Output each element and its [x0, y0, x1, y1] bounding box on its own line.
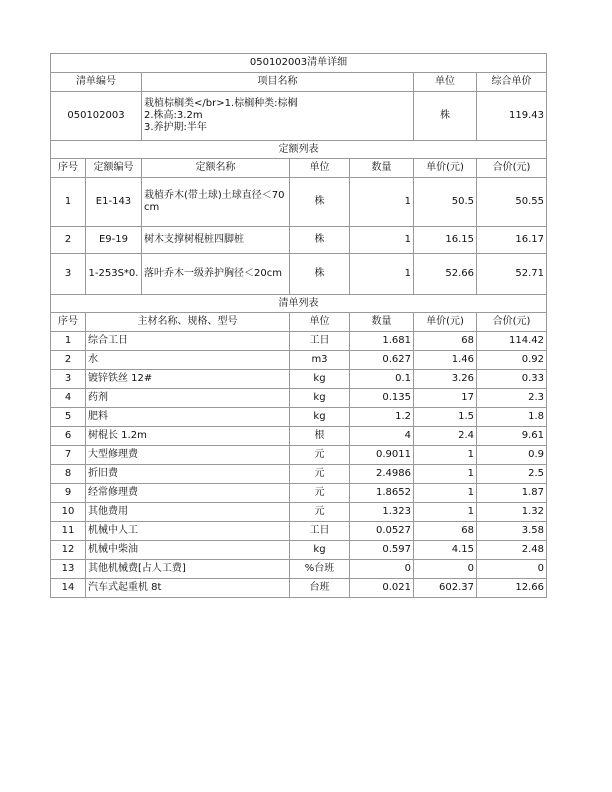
material-name: 大型修理费: [86, 446, 290, 465]
material-name-header: 主材名称、规格、型号: [86, 313, 290, 332]
quota-unit-price-header: 单价(元): [414, 159, 477, 178]
quota-unit-price: 16.15: [414, 227, 477, 254]
material-unit-price: 602.37: [414, 579, 477, 598]
material-name: 肥料: [86, 408, 290, 427]
quota-seq: 2: [51, 227, 86, 254]
quota-code: E1-143: [86, 178, 142, 227]
material-section-title: 清单列表: [51, 295, 547, 313]
quota-code: E9-19: [86, 227, 142, 254]
quota-row: [51, 227, 547, 254]
quota-row: [51, 254, 547, 295]
table-title: 050102003清单详细: [51, 54, 547, 73]
material-unit: 根: [290, 427, 350, 446]
material-row: [51, 465, 547, 484]
material-qty: 0.9011: [350, 446, 414, 465]
material-row: [51, 503, 547, 522]
material-total: 2.3: [477, 389, 547, 408]
material-unit: 工日: [290, 522, 350, 541]
quota-seq-header: 序号: [51, 159, 86, 178]
material-seq-header: 序号: [51, 313, 86, 332]
quota-unit-header: 单位: [290, 159, 350, 178]
material-row: [51, 484, 547, 503]
material-total: 0.92: [477, 351, 547, 370]
material-total: 3.58: [477, 522, 547, 541]
material-total: 9.61: [477, 427, 547, 446]
material-total: 1.32: [477, 503, 547, 522]
material-unit-price: 68: [414, 332, 477, 351]
material-qty: 0.021: [350, 579, 414, 598]
material-seq: 14: [51, 579, 86, 598]
quota-unit: 株: [290, 254, 350, 295]
quota-code: 1-253S*0.: [86, 254, 142, 295]
material-unit-header: 单位: [290, 313, 350, 332]
quota-total: 52.71: [477, 254, 547, 295]
bill-name-line: 2.株高:3.2m: [144, 110, 203, 121]
quota-name: 栽植乔木(带土球)土球直径＜70cm: [142, 178, 290, 227]
quota-name: 落叶乔木一级养护胸径＜20cm: [142, 254, 290, 295]
material-name: 折旧费: [86, 465, 290, 484]
bill-name: [142, 92, 414, 141]
quota-seq: 3: [51, 254, 86, 295]
material-total: 2.48: [477, 541, 547, 560]
material-qty: 1.2: [350, 408, 414, 427]
material-row: [51, 370, 547, 389]
material-qty: 0.0527: [350, 522, 414, 541]
bill-name-header: 项目名称: [142, 73, 414, 92]
quota-qty: 1: [350, 254, 414, 295]
material-seq: 2: [51, 351, 86, 370]
quota-qty: 1: [350, 178, 414, 227]
material-row: [51, 446, 547, 465]
material-qty: 0.597: [350, 541, 414, 560]
material-unit-price: 0: [414, 560, 477, 579]
quota-section-title: 定额列表: [51, 141, 547, 159]
material-row: [51, 560, 547, 579]
quota-code-header: 定额编号: [86, 159, 142, 178]
material-unit-price: 1: [414, 465, 477, 484]
bill-detail-table: [50, 53, 547, 598]
quota-total: 50.55: [477, 178, 547, 227]
material-qty: 0.135: [350, 389, 414, 408]
bill-name-line: 栽植棕榈类</br>1.棕榈种类:棕榈: [144, 98, 298, 109]
material-seq: 7: [51, 446, 86, 465]
material-unit: 元: [290, 446, 350, 465]
material-total: 1.87: [477, 484, 547, 503]
material-name: 其他机械费[占人工费]: [86, 560, 290, 579]
material-seq: 9: [51, 484, 86, 503]
material-name: 机械中柴油: [86, 541, 290, 560]
material-unit-price: 1.5: [414, 408, 477, 427]
material-total: 2.5: [477, 465, 547, 484]
bill-name-line: 3.养护期:半年: [144, 122, 207, 133]
material-unit-price: 1: [414, 446, 477, 465]
bill-unit-header: 单位: [414, 73, 477, 92]
material-unit-price: 2.4: [414, 427, 477, 446]
material-total: 0: [477, 560, 547, 579]
material-seq: 1: [51, 332, 86, 351]
quota-qty-header: 数量: [350, 159, 414, 178]
bill-code: 050102003: [51, 92, 142, 141]
material-qty: 1.681: [350, 332, 414, 351]
material-seq: 6: [51, 427, 86, 446]
material-unit: 元: [290, 465, 350, 484]
material-qty: 0: [350, 560, 414, 579]
material-unit: 台班: [290, 579, 350, 598]
material-seq: 8: [51, 465, 86, 484]
material-total-header: 合价(元): [477, 313, 547, 332]
material-unit: m3: [290, 351, 350, 370]
bill-unit: 株: [414, 92, 477, 141]
material-unit-price: 4.15: [414, 541, 477, 560]
material-row: [51, 522, 547, 541]
quota-total-header: 合价(元): [477, 159, 547, 178]
material-unit: 工日: [290, 332, 350, 351]
quota-unit-price: 50.5: [414, 178, 477, 227]
quota-unit: 株: [290, 227, 350, 254]
material-name: 树棍长 1.2m: [86, 427, 290, 446]
material-qty: 1.323: [350, 503, 414, 522]
material-row: [51, 579, 547, 598]
material-name: 其他费用: [86, 503, 290, 522]
material-seq: 4: [51, 389, 86, 408]
material-total: 12.66: [477, 579, 547, 598]
quota-unit: 株: [290, 178, 350, 227]
material-seq: 3: [51, 370, 86, 389]
material-seq: 13: [51, 560, 86, 579]
material-unit-price: 68: [414, 522, 477, 541]
material-row: [51, 408, 547, 427]
material-name: 机械中人工: [86, 522, 290, 541]
material-unit: %台班: [290, 560, 350, 579]
material-total: 114.42: [477, 332, 547, 351]
material-total: 1.8: [477, 408, 547, 427]
material-name: 水: [86, 351, 290, 370]
material-total: 0.9: [477, 446, 547, 465]
quota-unit-price: 52.66: [414, 254, 477, 295]
material-unit: kg: [290, 541, 350, 560]
material-name: 综合工日: [86, 332, 290, 351]
material-unit-price-header: 单价(元): [414, 313, 477, 332]
material-seq: 11: [51, 522, 86, 541]
material-qty: 2.4986: [350, 465, 414, 484]
material-unit-price: 1: [414, 484, 477, 503]
material-name: 经常修理费: [86, 484, 290, 503]
material-seq: 5: [51, 408, 86, 427]
material-unit: 元: [290, 503, 350, 522]
material-unit: kg: [290, 370, 350, 389]
material-seq: 10: [51, 503, 86, 522]
material-qty: 0.627: [350, 351, 414, 370]
material-row: [51, 332, 547, 351]
bill-code-header: 清单编号: [51, 73, 142, 92]
quota-name-header: 定额名称: [142, 159, 290, 178]
material-unit-price: 17: [414, 389, 477, 408]
material-row: [51, 389, 547, 408]
material-name: 药剂: [86, 389, 290, 408]
material-unit: 元: [290, 484, 350, 503]
material-name: 汽车式起重机 8t: [86, 579, 290, 598]
quota-seq: 1: [51, 178, 86, 227]
quota-total: 16.17: [477, 227, 547, 254]
material-total: 0.33: [477, 370, 547, 389]
material-row: [51, 427, 547, 446]
material-name: 镀锌铁丝 12#: [86, 370, 290, 389]
material-unit: kg: [290, 408, 350, 427]
material-qty-header: 数量: [350, 313, 414, 332]
bill-price: 119.43: [477, 92, 547, 141]
quota-qty: 1: [350, 227, 414, 254]
material-row: [51, 541, 547, 560]
quota-row: [51, 178, 547, 227]
bill-price-header: 综合单价: [477, 73, 547, 92]
material-unit: kg: [290, 389, 350, 408]
material-unit-price: 3.26: [414, 370, 477, 389]
material-unit-price: 1: [414, 503, 477, 522]
material-unit-price: 1.46: [414, 351, 477, 370]
quota-name: 树木支撑树棍桩四脚桩: [142, 227, 290, 254]
material-qty: 0.1: [350, 370, 414, 389]
material-row: [51, 351, 547, 370]
material-seq: 12: [51, 541, 86, 560]
material-qty: 1.8652: [350, 484, 414, 503]
material-qty: 4: [350, 427, 414, 446]
